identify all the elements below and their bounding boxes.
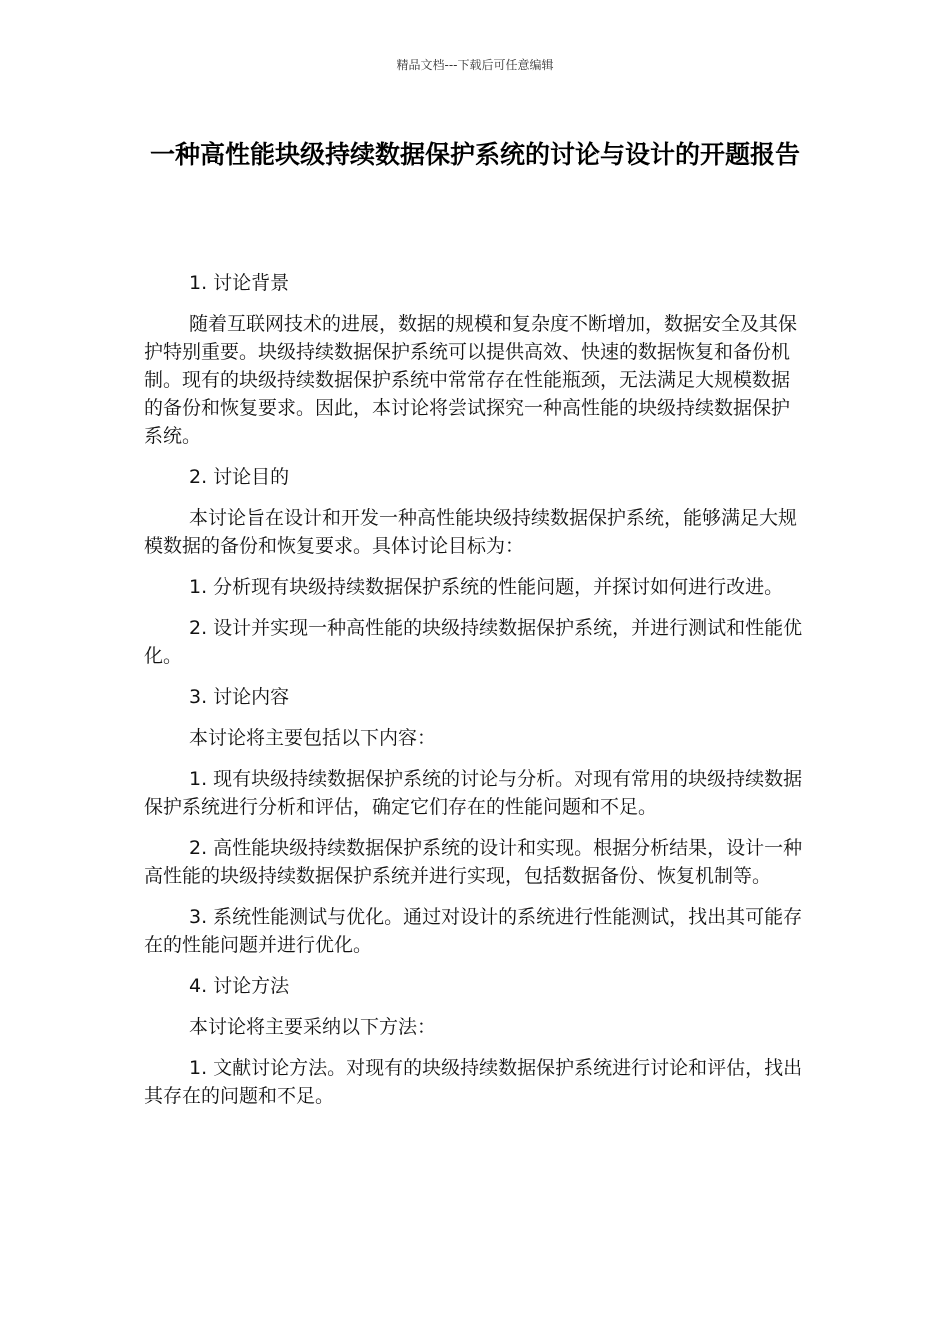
paragraph-purpose: 本讨论旨在设计和开发一种高性能块级持续数据保护系统，能够满足大规模数据的备份和恢复要求。具体讨论目标为：: [144, 507, 798, 557]
list-item: 3. 系统性能测试与优化。通过对设计的系统进行性能测试，找出其可能存在的性能问题并进行优化。: [144, 906, 803, 956]
header-note: 精品文档---下载后可任意编辑: [396, 58, 554, 72]
list-item: 1. 现有块级持续数据保护系统的讨论与分析。对现有常用的块级持续数据保护系统进行分析和评估，确定它们存在的性能问题和不足。: [144, 768, 803, 818]
list-item: 1. 文献讨论方法。对现有的块级持续数据保护系统进行讨论和评估，找出其存在的问题和不足。: [144, 1057, 803, 1107]
section-heading-background: 1. 讨论背景: [189, 272, 290, 294]
section-heading-methods: 4. 讨论方法: [189, 975, 290, 997]
section-heading-purpose: 2. 讨论目的: [189, 466, 290, 488]
list-item: 2. 高性能块级持续数据保护系统的设计和实现。根据分析结果，设计一种高性能的块级持续数据保护系统并进行实现，包括数据备份、恢复机制等。: [144, 837, 803, 887]
list-item: 2. 设计并实现一种高性能的块级持续数据保护系统，并进行测试和性能优化。: [144, 617, 803, 667]
paragraph-content-intro: 本讨论将主要包括以下内容：: [189, 727, 437, 749]
list-item: 1. 分析现有块级持续数据保护系统的性能问题，并探讨如何进行改进。: [189, 576, 784, 598]
document-body: [144, 269, 808, 1123]
section-heading-content: 3. 讨论内容: [189, 686, 290, 708]
paragraph-background: 随着互联网技术的进展，数据的规模和复杂度不断增加，数据安全及其保护特别重要。块级持续数据保护系统可以提供高效、快速的数据恢复和备份机制。现有的块级持续数据保护系统中常常存在性能瓶颈，无法满足大规模数据的备份和恢复要求。因此，本讨论将尝试探究一种高性能的块级持续数据保护系统。: [144, 313, 798, 447]
paragraph-methods-intro: 本讨论将主要采纳以下方法：: [189, 1016, 437, 1038]
document-title: 一种高性能块级持续数据保护系统的讨论与设计的开题报告: [149, 140, 800, 169]
